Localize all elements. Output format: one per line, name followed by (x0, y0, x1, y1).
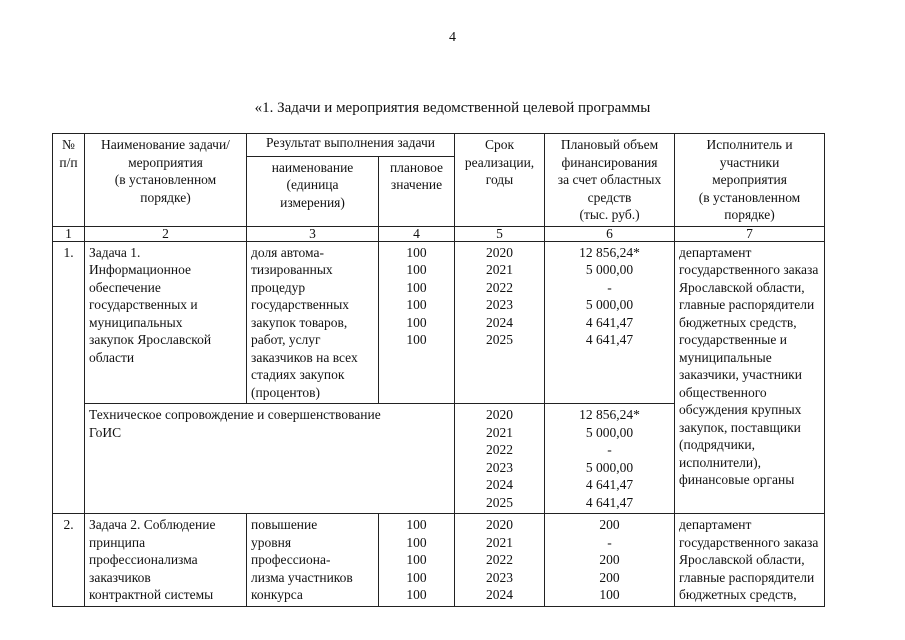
planned-values: 100 100 100 100 100 100 (379, 241, 455, 404)
header-task: Наименование задачи/ мероприятия (в установленном порядке) (85, 134, 247, 227)
header-term: Срок реализации, годы (455, 134, 545, 227)
executor: департамент государственного заказа Ярославской области, главные распорядители бюджетных средств, (675, 514, 825, 607)
header-num: № п/п (53, 134, 85, 227)
planned-values: 100 100 100 100 100 (379, 514, 455, 607)
table-row (53, 514, 825, 607)
indicator-name: доля автома- тизированных процедур государственных закупок товаров, работ, услуг заказчиков на всех стадиях закупок (процентов) (247, 241, 379, 404)
page-number: 4 (449, 30, 456, 45)
section-title: «1. Задачи и мероприятия ведомственной целевой программы (254, 100, 651, 116)
finance-values: 12 856,24* 5 000,00 - 5 000,00 4 641,47 4 641,47 (545, 404, 675, 514)
header-result: Результат выполнения задачи (247, 134, 455, 157)
task-name: Задача 2. Соблюдение принципа профессионализма заказчиков контрактной системы (85, 514, 247, 607)
finance-values: 200 - 200 200 100 (545, 514, 675, 607)
row-number: 1. (53, 241, 85, 514)
executor: департамент государственного заказа Ярославской области, главные распорядители бюджетных средств, государственные и муниципальные заказчики, участники общественного обсуждения крупных закупок, поставщики (подрядчики, исполнители), финансовые органы (675, 241, 825, 514)
header-executor: Исполнитель и участники мероприятия (в установленном порядке) (675, 134, 825, 227)
indicator-name: повышение уровня профессиона- лизма участников конкурса (247, 514, 379, 607)
table-header-row (53, 134, 825, 157)
header-result-value: плановое значение (379, 156, 455, 226)
header-finance: Плановый объем финансирования за счет областных средств (тыс. руб.) (545, 134, 675, 227)
years: 2020 2021 2022 2023 2024 2025 (455, 404, 545, 514)
table-row (53, 241, 825, 404)
header-result-name: наименование (единица измерения) (247, 156, 379, 226)
tasks-table (52, 133, 825, 607)
activity-name: Техническое сопровождение и совершенствование ГоИС (85, 404, 455, 514)
task-name: Задача 1. Информационное обеспечение государственных и муниципальных закупок Ярославской области (85, 241, 247, 404)
years: 2020 2021 2022 2023 2024 2025 (455, 241, 545, 404)
years: 2020 2021 2022 2023 2024 (455, 514, 545, 607)
finance-values: 12 856,24* 5 000,00 - 5 000,00 4 641,47 4 641,47 (545, 241, 675, 404)
row-number: 2. (53, 514, 85, 607)
column-number-row: 1 2 3 4 5 6 7 (53, 226, 825, 241)
